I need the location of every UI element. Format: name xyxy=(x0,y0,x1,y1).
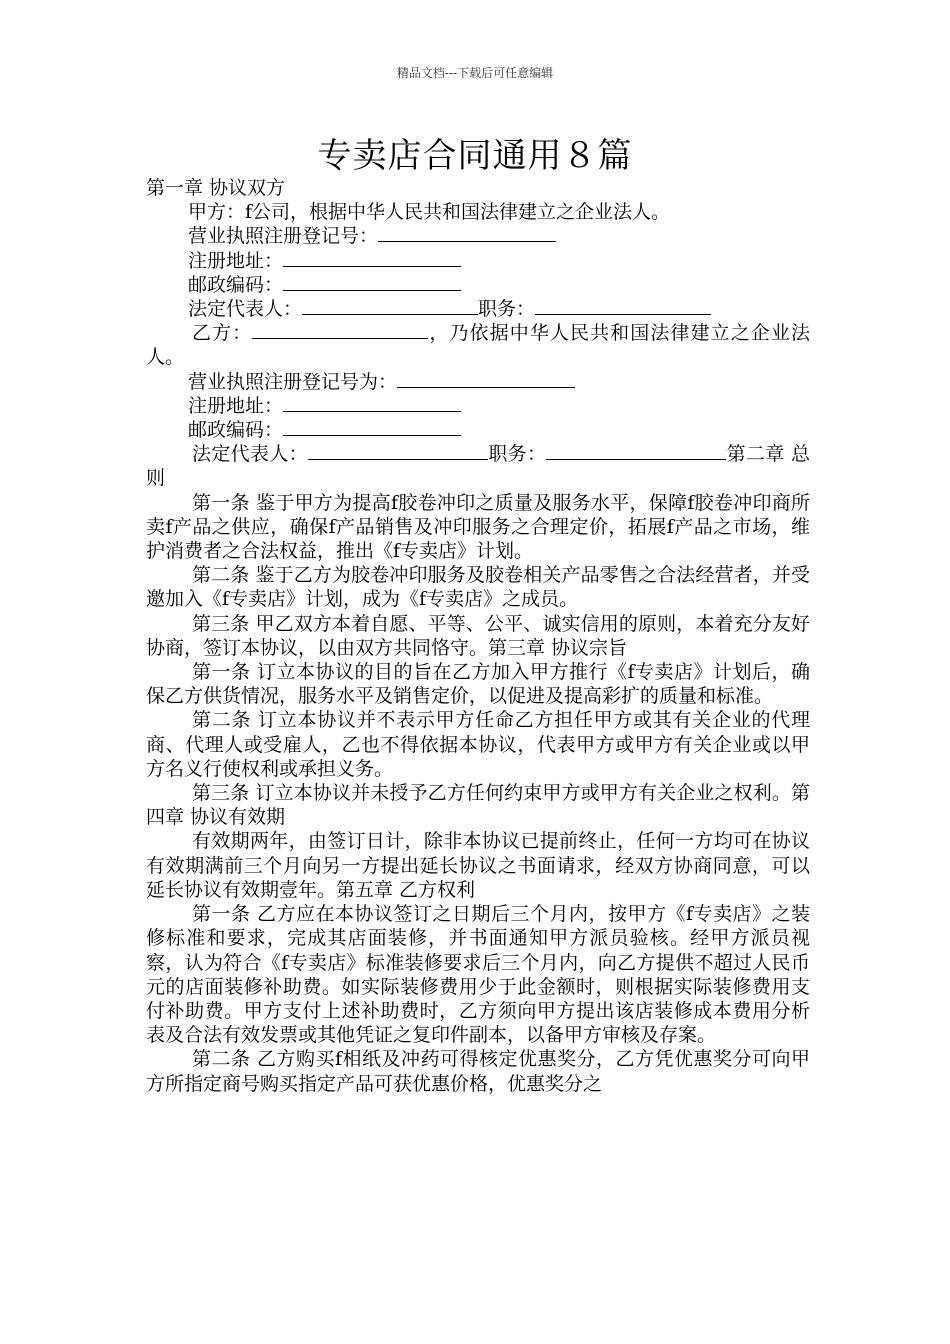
page-header: 精品文档---下载后可任意编辑 xyxy=(396,66,554,80)
party-b-rep-line xyxy=(146,442,810,490)
paragraph: 第一条 订立本协议的目的旨在乙方加入甲方推行《f专卖店》计划后，确保乙方供货情况，服务水平及销售定价，以促进及提高彩扩的质量和标准。 xyxy=(146,661,810,708)
paragraph: 第三条 订立本协议并未授予乙方任何约束甲方或甲方有关企业之权利。第四章 协议有效期 xyxy=(146,782,810,829)
party-a-license-line xyxy=(146,224,810,248)
paragraph: 第二条 鉴于乙方为胶卷冲印服务及胶卷相关产品零售之合法经营者，并受邀加入《f专卖店》计划，成为《f专卖店》之成员。 xyxy=(146,564,810,611)
paragraph: 第三条 甲乙双方本着自愿、平等、公平、诚实信用的原则，本着充分友好协商，签订本协议，以由双方共同恪守。第三章 协议宗旨 xyxy=(146,612,810,659)
chapter-2-heading: 第二章 总则 xyxy=(146,443,810,490)
party-b-line xyxy=(146,321,810,369)
party-b-desc: ，乃依据中华人民共和国法律建立之企业法人。 xyxy=(146,322,810,369)
party-b-postcode-line xyxy=(146,418,810,442)
party-a-address-label: 注册地址： xyxy=(188,249,284,272)
party-b-address-blank xyxy=(283,394,461,412)
party-a-license-label: 营业执照注册登记号： xyxy=(188,225,379,248)
paragraph: 第二条 乙方购买f相纸及冲药可得核定优惠奖分，乙方凭优惠奖分可向甲方所指定商号购买指定产品可获优惠价格，优惠奖分之 xyxy=(146,1048,810,1095)
paragraph: 第一条 鉴于甲方为提高f胶卷冲印之质量及服务水平，保障f胶卷冲印商所卖f产品之供应，确保f产品销售及冲印服务之合理定价，拓展f产品之市场，维护消费者之合法权益，推出《f专卖店》计划。 xyxy=(146,491,810,563)
paragraph: 第二条 订立本协议并不表示甲方任命乙方担任甲方或其有关企业的代理商、代理人或受雇人，乙也不得依据本协议，代表甲方或甲方有关企业或以甲方名义行使权利或承担义务。 xyxy=(146,709,810,780)
party-b-position-label: 职务： xyxy=(487,443,547,466)
party-a-postcode-blank xyxy=(283,273,461,291)
party-b-rep-blank xyxy=(308,442,488,460)
party-b-license-blank xyxy=(397,370,575,388)
party-a-rep-line xyxy=(146,297,810,321)
party-a-rep-label: 法定代表人： xyxy=(188,298,303,321)
party-a-license-blank xyxy=(378,224,556,242)
party-b-license-label: 营业执照注册登记号为： xyxy=(188,370,398,393)
party-a-position-label: 职务： xyxy=(478,298,536,321)
party-b-postcode-label: 邮政编码： xyxy=(188,419,284,442)
document-body xyxy=(146,176,810,1096)
party-a-position-blank xyxy=(535,297,711,315)
party-a-address-blank xyxy=(283,249,461,267)
party-b-postcode-blank xyxy=(283,418,461,436)
party-b-position-blank xyxy=(546,442,726,460)
party-b-address-line xyxy=(146,394,810,418)
party-b-label: 乙方： xyxy=(192,322,253,345)
document-title: 专卖店合同通用８篇 xyxy=(317,136,633,176)
party-a-line: 甲方：f公司，根据中华人民共和国法律建立之企业法人。 xyxy=(188,201,671,224)
chapter-1-heading: 第一章 协议双方 xyxy=(146,177,286,199)
party-b-license-line xyxy=(146,370,810,394)
paragraph: 有效期两年，由签订日计，除非本协议已提前终止，任何一方均可在协议有效期满前三个月向另一方提出延长协议之书面请求，经双方协商同意，可以延长协议有效期壹年。第五章 乙方权利 xyxy=(146,830,810,901)
party-a-address-line xyxy=(146,249,810,273)
party-a-postcode-label: 邮政编码： xyxy=(188,273,284,296)
party-b-address-label: 注册地址： xyxy=(188,394,284,417)
party-b-name-blank xyxy=(252,321,428,339)
party-a-rep-blank xyxy=(302,297,478,315)
paragraph: 第一条 乙方应在本协议签订之日期后三个月内，按甲方《f专卖店》之装修标准和要求，完成其店面装修，并书面通知甲方派员验核。经甲方派员视察，认为符合《f专卖店》标准装修要求后三个月内，向乙方提供不超过人民币 元的店面装修补助费。如实际装修费用少于此金额时，则根据实际装修费用支付补助费。甲方支付上述补助费时，乙方须向甲方提出该店装修成本费用分析表及合法有效发票或其他凭证之复印件副本，以备甲方审核及存案。 xyxy=(146,903,810,1047)
party-a-postcode-line xyxy=(146,273,810,297)
party-b-rep-label: 法定代表人： xyxy=(192,443,308,466)
